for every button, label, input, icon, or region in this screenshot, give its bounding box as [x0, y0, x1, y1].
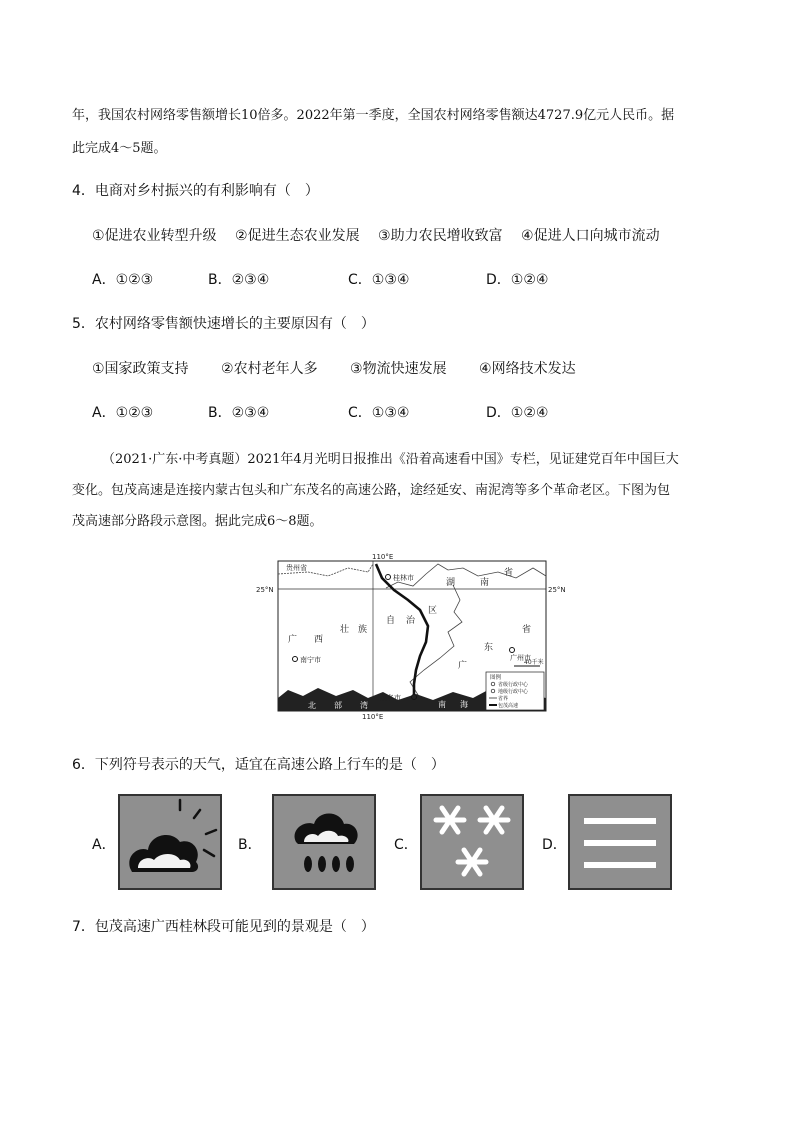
guangxi-char-6: 治: [406, 616, 416, 626]
question-4-stem: 4．电商对乡村振兴的有利影响有（ ）: [72, 183, 319, 199]
guangdong-char-2: 东: [484, 643, 494, 653]
rain-icon[interactable]: [272, 794, 376, 890]
statement: ③助力农民增收致富: [378, 228, 503, 244]
question-4-statements: [92, 225, 674, 245]
passage-line-3: 茂高速部分路段示意图。据此完成6～8题。: [72, 514, 323, 529]
statement: ③物流快速发展: [350, 361, 447, 377]
guilin-label: 桂林市: [393, 574, 414, 582]
sea-char-1: 北: [308, 701, 316, 710]
question-6-label-d[interactable]: D．: [542, 837, 567, 853]
statement: ①促进农业转型升级: [92, 228, 217, 244]
nanning-label: 南宁市: [300, 656, 321, 664]
cloud-sun-icon[interactable]: [118, 794, 222, 890]
guangxi-char-4: 族: [358, 625, 368, 635]
question-6-label-c[interactable]: C．: [394, 837, 418, 853]
guangxi-char-2: 西: [314, 635, 324, 645]
sea-char-3: 湾: [360, 701, 368, 710]
lat-label-right: 25°N: [548, 586, 566, 594]
statement: ①国家政策支持: [92, 361, 189, 377]
question-4-choice-c[interactable]: C．①③④: [348, 272, 410, 288]
statement: ②促进生态农业发展: [235, 228, 360, 244]
guangxi-char-3: 壮: [340, 625, 350, 635]
intro-line-1: 年，我国农村网络零售额增长10倍多。2022年第一季度，全国农村网络零售额达4727.9亿元人民币。据: [72, 108, 675, 123]
guangdong-char-3: 省: [522, 625, 532, 635]
statement: ②农村老年人多: [221, 361, 318, 377]
snow-icon[interactable]: [420, 794, 524, 890]
sea2-char-1: 南: [438, 700, 446, 709]
guangdong-char-1: 广: [458, 661, 468, 671]
legend-title: 图例: [490, 675, 502, 681]
intro-line-2: 此完成4～5题。: [72, 141, 167, 156]
question-5-choice-d[interactable]: D．①②④: [486, 405, 549, 421]
lon-label-top: 110°E: [372, 553, 394, 561]
guizhou-label: 贵州省: [286, 564, 307, 572]
question-5-choice-c[interactable]: C．①③④: [348, 405, 410, 421]
guangxi-char-7: 区: [428, 606, 438, 616]
legend-item: 省级行政中心: [498, 682, 529, 688]
lon-label-bottom: 110°E: [362, 713, 384, 720]
maoming-label: 茂名市: [380, 694, 401, 702]
question-4-choice-b[interactable]: B．②③④: [208, 272, 270, 288]
statement: ④网络技术发达: [479, 361, 576, 377]
question-5-choice-b[interactable]: B．②③④: [208, 405, 270, 421]
question-5-stem: 5．农村网络零售额快速增长的主要原因有（ ）: [72, 316, 375, 332]
guangzhou-label: 广州市: [510, 654, 531, 662]
sea2-char-2: 海: [460, 700, 468, 709]
legend-item: 地级行政中心: [498, 689, 529, 695]
passage-line-1: （2021·广东·中考真题）2021年4月光明日报推出《沿着高速看中国》专栏，见证建党百年中国巨大: [102, 452, 679, 467]
scale-label: 40千米: [524, 659, 544, 666]
expressway-map: [248, 550, 576, 720]
question-6-label-a[interactable]: A．: [92, 837, 116, 853]
sea-char-2: 部: [334, 701, 342, 710]
question-4-choice-d[interactable]: D．①②④: [486, 272, 549, 288]
question-6-stem: 6．下列符号表示的天气，适宜在高速公路上行车的是（ ）: [72, 757, 445, 773]
hunan-char-2: 南: [480, 578, 490, 588]
passage-line-2: 变化。包茂高速是连接内蒙古包头和广东茂名的高速公路，途经延安、南泥湾等多个革命老区。下图为包: [72, 483, 671, 498]
statement: ④促进人口向城市流动: [521, 228, 660, 244]
question-5-choice-a[interactable]: A．①②③: [92, 405, 154, 421]
lat-label-left: 25°N: [256, 586, 274, 594]
question-5-statements: [92, 358, 590, 378]
legend-item: 包茂高速: [498, 703, 519, 709]
question-4-choice-a[interactable]: A．①②③: [92, 272, 154, 288]
question-6-label-b[interactable]: B．: [238, 837, 262, 853]
fog-icon[interactable]: [568, 794, 672, 890]
hunan-char-1: 湖: [446, 578, 456, 588]
legend-item: 省界: [498, 696, 509, 702]
guangxi-char-5: 自: [386, 616, 396, 626]
guangxi-char-1: 广: [288, 635, 298, 645]
question-7-stem: 7．包茂高速广西桂林段可能见到的景观是（ ）: [72, 919, 375, 935]
hunan-char-3: 省: [504, 568, 514, 578]
